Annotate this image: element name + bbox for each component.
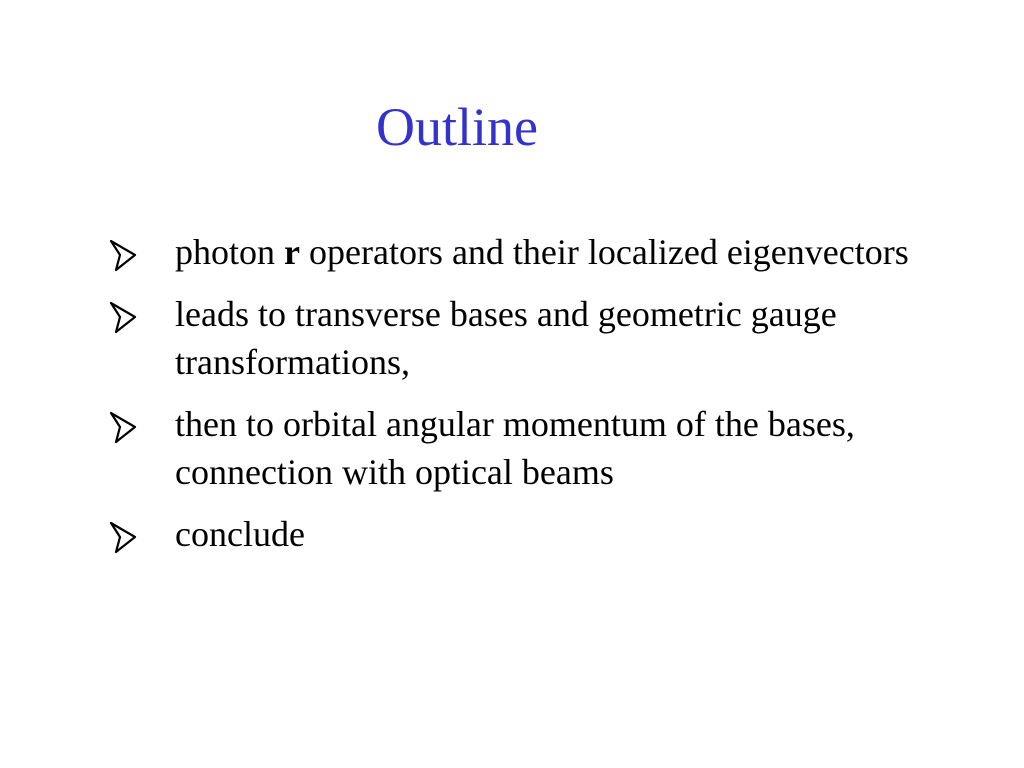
arrow-bullet-icon [108, 400, 138, 448]
bullet-text: then to orbital angular momentum of the bases, connection with optical beams [175, 404, 855, 492]
bullet-text-pre: photon [175, 232, 285, 272]
bullet-text: leads to transverse bases and geometric gauge transformations, [175, 294, 837, 382]
slide-title: Outline [376, 97, 538, 157]
bullet-text: conclude [175, 514, 305, 554]
bullet-item [108, 400, 928, 496]
bullet-list [108, 228, 928, 558]
arrow-bullet-icon [108, 290, 138, 338]
bullet-item [108, 228, 928, 276]
bullet-text-bold: r [284, 232, 300, 272]
bullet-text-post: operators and their localized eigenvectors [300, 232, 909, 272]
arrow-bullet-icon [108, 510, 138, 558]
arrow-bullet-icon [108, 228, 138, 276]
bullet-item [108, 290, 928, 386]
bullet-item [108, 510, 928, 558]
